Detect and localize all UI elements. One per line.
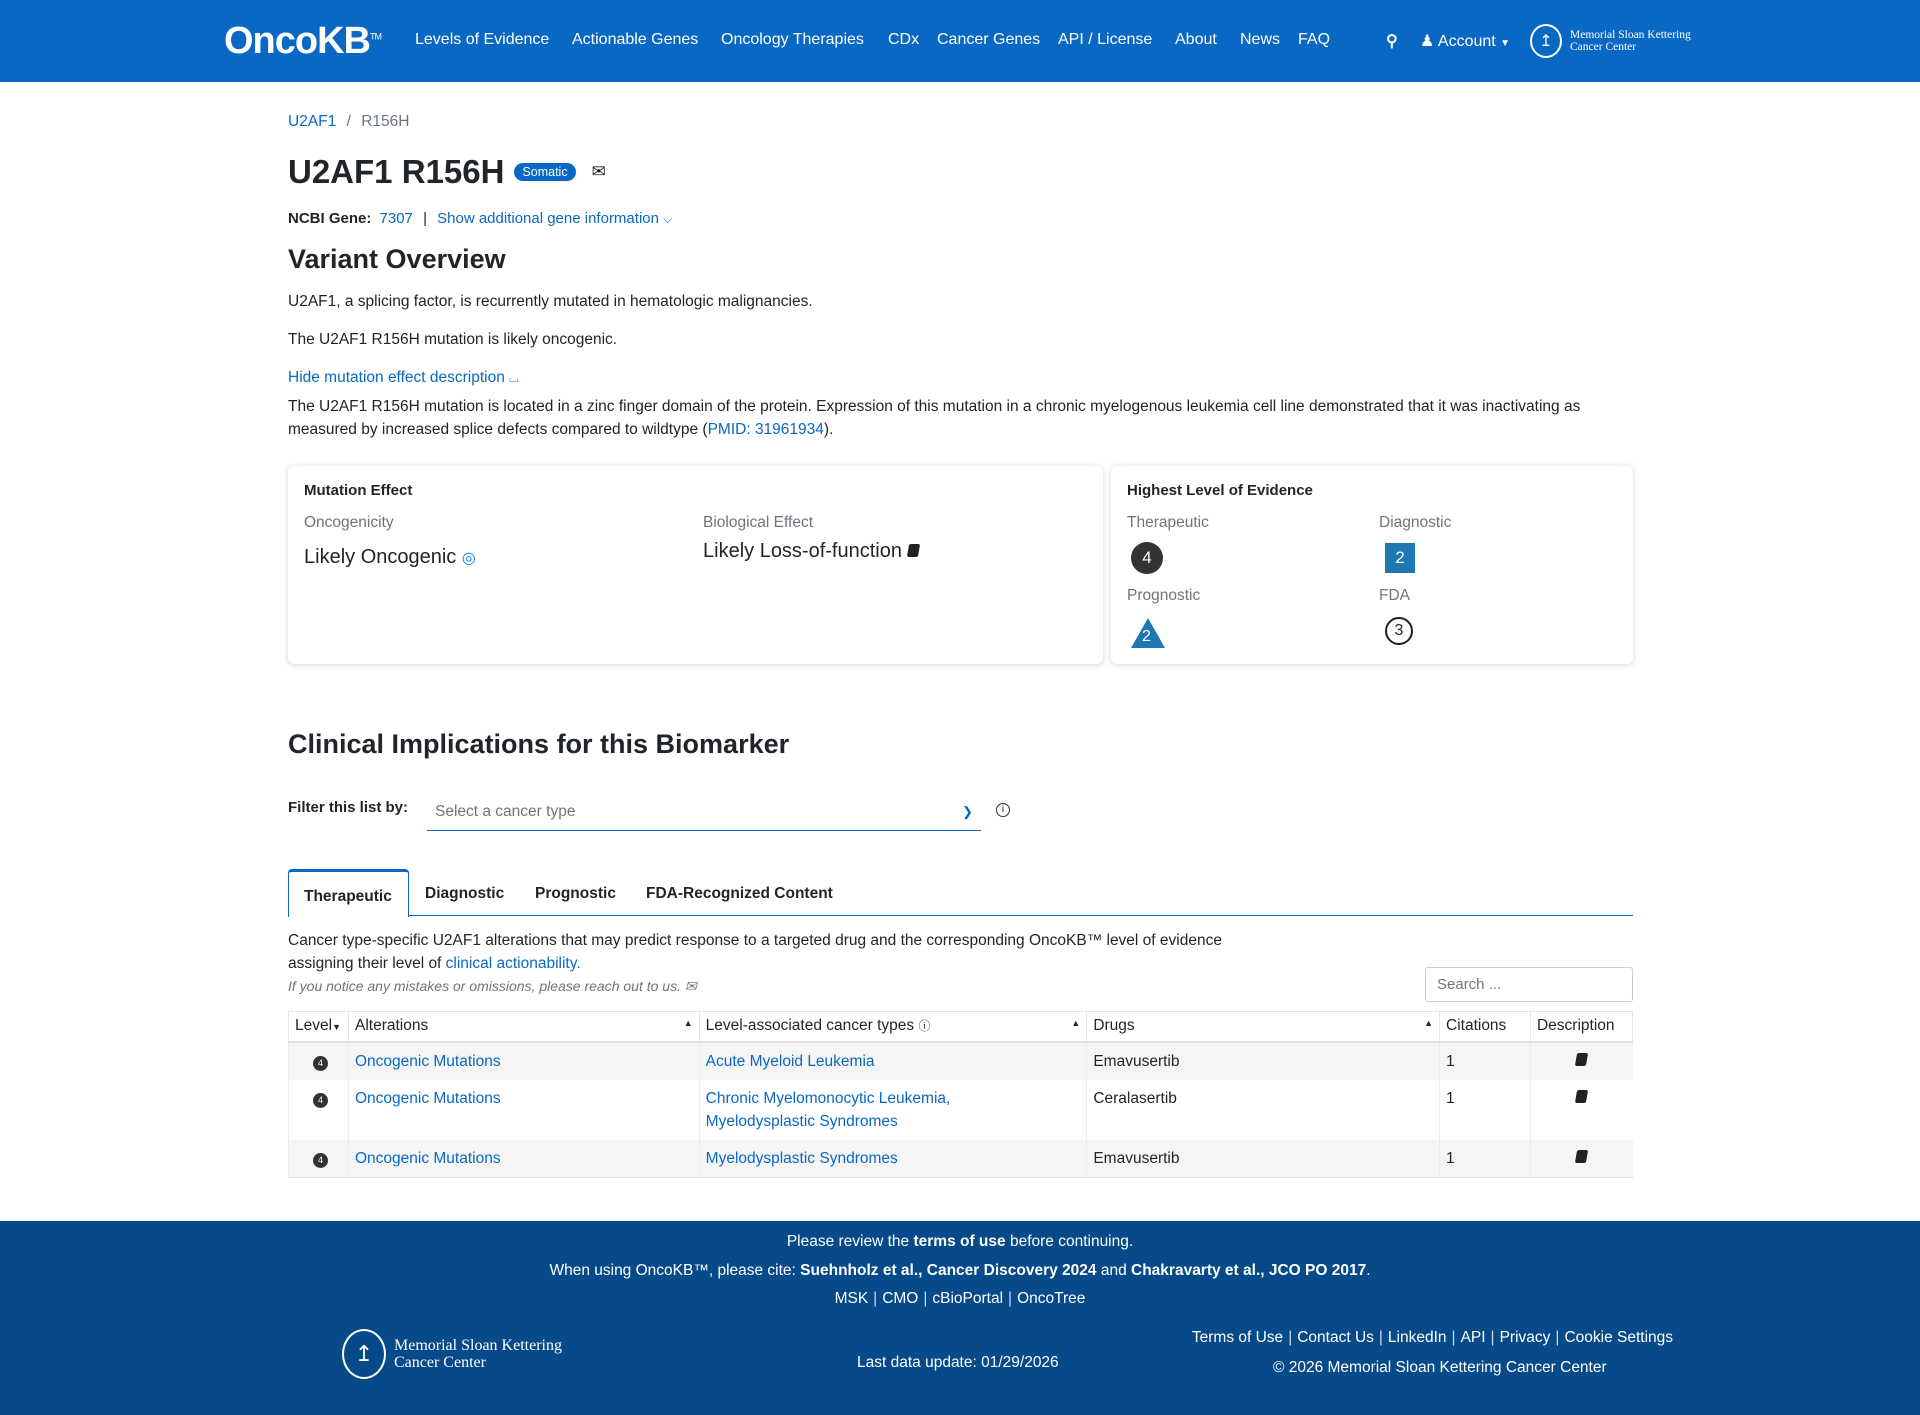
- col-level-label: Level: [295, 1017, 333, 1035]
- select-placeholder: Select a cancer type: [435, 803, 576, 820]
- footer-links-center: MSK | CMO | cBioPortal | OncoTree: [834, 1290, 1086, 1307]
- prognostic-level-icon[interactable]: [1131, 618, 1165, 648]
- cancer-type-link[interactable]: Myelodysplastic Syndromes: [705, 1112, 898, 1130]
- mail-icon[interactable]: ✉: [684, 978, 697, 994]
- sort-icon: ▲: [683, 1018, 693, 1028]
- level-4-icon: 4: [313, 1153, 328, 1168]
- alteration-link[interactable]: Oncogenic Mutations: [354, 1052, 501, 1070]
- tab-description-line2: assigning their level of: [288, 955, 446, 972]
- col-cancer-types-label: Level-associated cancer types: [705, 1017, 915, 1035]
- notice-text: If you notice any mistakes or omissions, please reach out to us.: [288, 978, 681, 994]
- somatic-badge: Somatic: [514, 163, 575, 181]
- sort-icon: ▲: [1424, 1018, 1433, 1028]
- footer-link-msk[interactable]: MSK: [834, 1290, 869, 1307]
- footer-link-api[interactable]: API: [1460, 1329, 1486, 1346]
- oncogenicity-label: Oncogenicity: [304, 514, 394, 531]
- biological-effect-value: Likely Loss-of-function: [703, 540, 902, 562]
- chevron-down-circle-icon: ⌵: [663, 212, 673, 226]
- ncbi-gene-link[interactable]: 7307: [379, 210, 413, 227]
- therapeutic-table: [288, 1011, 1633, 1178]
- footer-link-oncotree[interactable]: OncoTree: [1017, 1290, 1086, 1307]
- tab-fda-recognized-content[interactable]: FDA-Recognized Content: [646, 885, 833, 902]
- prognostic-label: Prognostic: [1127, 587, 1201, 604]
- book-icon[interactable]: [1575, 1090, 1588, 1103]
- show-gene-info-toggle[interactable]: [437, 210, 672, 227]
- breadcrumb: U2AF1 / R156H: [288, 113, 410, 130]
- drugs-cell: Ceralasertib: [1087, 1080, 1440, 1140]
- msk-logo[interactable]: [1530, 24, 1691, 58]
- oncogenicity-value: Likely Oncogenic: [304, 546, 457, 568]
- footer-link-cmo[interactable]: CMO: [882, 1290, 919, 1307]
- sort-desc-icon: ▼: [332, 1022, 341, 1033]
- tab-diagnostic[interactable]: Diagnostic: [425, 885, 505, 902]
- nav-api-license[interactable]: API / License: [1058, 31, 1153, 48]
- col-drugs[interactable]: [1087, 1012, 1440, 1042]
- review-pre: Please review the: [786, 1233, 914, 1250]
- col-level[interactable]: [289, 1012, 349, 1042]
- tab-therapeutic[interactable]: Therapeutic: [288, 869, 409, 917]
- cancer-type-link[interactable]: Chronic Myelomonocytic Leukemia,: [705, 1089, 951, 1107]
- table-search-input[interactable]: [1425, 967, 1633, 1002]
- book-icon[interactable]: [906, 544, 919, 557]
- filter-label: Filter this list by:: [288, 799, 409, 816]
- col-citations[interactable]: [1440, 1012, 1531, 1042]
- mutation-effect-card: [288, 466, 1103, 664]
- info-icon[interactable]: ⓘ: [918, 1019, 931, 1034]
- msk-line2: Cancer Center: [394, 1354, 486, 1371]
- caret-down-icon: ▼: [1500, 38, 1511, 49]
- nav-faq[interactable]: FAQ: [1298, 31, 1331, 48]
- cancer-type-select[interactable]: [427, 794, 981, 831]
- level-4-icon: 4: [313, 1093, 328, 1108]
- description-text: The U2AF1 R156H mutation is located in a zinc finger domain of the protein. Expression of this mutation in a chronic myelogenous leukemia cell line demonstrated that it was inactivating as measured by increased splice defects compared to wildtype (: [288, 398, 1581, 438]
- account-label: Account: [1437, 33, 1496, 50]
- cancer-type-link[interactable]: Acute Myeloid Leukemia: [705, 1052, 875, 1070]
- terms-notice: [0, 1233, 1920, 1251]
- msk-line2: Cancer Center: [1570, 41, 1637, 53]
- diagnostic-label: Diagnostic: [1379, 514, 1452, 531]
- footer-link-terms[interactable]: Terms of Use: [1191, 1329, 1284, 1346]
- col-drugs-label: Drugs: [1093, 1017, 1135, 1035]
- drugs-cell: Emavusertib: [1087, 1140, 1440, 1178]
- last-data-update: Last data update: 01/29/2026: [857, 1354, 1059, 1371]
- table-row: [289, 1140, 1633, 1178]
- ncbi-label: NCBI Gene:: [288, 210, 372, 227]
- variant-summary: The U2AF1 R156H mutation is likely oncogenic.: [288, 331, 618, 348]
- logo-text: OncoKB: [224, 20, 370, 62]
- msk-line1: Memorial Sloan Kettering: [394, 1337, 562, 1354]
- mail-icon[interactable]: ✉: [591, 162, 606, 181]
- col-alterations-label: Alterations: [354, 1017, 429, 1035]
- col-citations-label: Citations: [1446, 1017, 1507, 1035]
- search-icon[interactable]: ⚲: [1386, 33, 1398, 50]
- clinical-implications-heading: Clinical Implications for this Biomarker: [288, 729, 790, 759]
- nav-cancer-genes[interactable]: Cancer Genes: [937, 31, 1041, 48]
- cite-end: .: [1366, 1262, 1371, 1279]
- nav-cdx[interactable]: CDx: [888, 31, 920, 48]
- footer: [0, 1221, 1920, 1415]
- page-title: U2AF1 R156H: [288, 153, 505, 190]
- copyright: © 2026 Memorial Sloan Kettering Cancer Center: [1273, 1359, 1607, 1376]
- citation-link-1[interactable]: Suehnholz et al., Cancer Discovery 2024: [800, 1262, 1097, 1279]
- cite-pre: When using OncoKB™, please cite:: [549, 1262, 801, 1279]
- col-alterations[interactable]: [348, 1012, 699, 1042]
- evidence-title: Highest Level of Evidence: [1127, 482, 1313, 499]
- hide-description-label: Hide mutation effect description: [288, 369, 505, 386]
- level-4-icon: 4: [313, 1056, 328, 1071]
- nav-actionable-genes[interactable]: Actionable Genes: [572, 31, 699, 48]
- citations-cell[interactable]: 1: [1440, 1042, 1531, 1080]
- variant-overview-heading: Variant Overview: [288, 244, 506, 274]
- nav-oncology-therapies[interactable]: Oncology Therapies: [721, 31, 864, 48]
- gene-summary: U2AF1, a splicing factor, is recurrently mutated in hematologic malignancies.: [288, 293, 813, 310]
- footer-link-cookie-settings[interactable]: Cookie Settings: [1564, 1329, 1673, 1346]
- fda-level-icon[interactable]: 3: [1385, 617, 1413, 645]
- citations-cell[interactable]: 1: [1440, 1140, 1531, 1178]
- msk-emblem-icon: ↥: [342, 1329, 386, 1379]
- tab-description-line1: Cancer type-specific U2AF1 alterations that may predict response to a targeted drug and the corresponding OncoKB™ level of evidence: [288, 932, 1222, 949]
- user-icon: ♟: [1420, 33, 1435, 50]
- nav-levels-of-evidence[interactable]: Levels of Evidence: [415, 31, 550, 48]
- footer-links-right: Terms of Use | Contact Us | LinkedIn | API | Privacy | Cookie Settings: [1191, 1329, 1673, 1346]
- footer-link-cbioportal[interactable]: cBioPortal: [932, 1290, 1004, 1307]
- clinical-actionability-link[interactable]: clinical actionability.: [445, 955, 581, 972]
- review-post: before continuing.: [1005, 1233, 1134, 1250]
- tab-prognostic[interactable]: Prognostic: [535, 885, 616, 902]
- breadcrumb-gene-link[interactable]: U2AF1: [288, 113, 337, 130]
- hide-description-toggle[interactable]: [288, 366, 519, 390]
- mutation-effect-title: Mutation Effect: [304, 482, 413, 499]
- drugs-cell: Emavusertib: [1087, 1042, 1440, 1080]
- mutation-effect-description: [288, 395, 1633, 441]
- nav-news[interactable]: News: [1240, 31, 1281, 48]
- col-cancer-types[interactable]: [699, 1012, 1087, 1042]
- sort-icon: ▲: [1071, 1018, 1081, 1028]
- highest-level-evidence-card: [1111, 466, 1633, 664]
- page-title-row: [288, 153, 606, 191]
- footer-link-privacy[interactable]: Privacy: [1499, 1329, 1551, 1346]
- description-end: ).: [823, 421, 834, 438]
- nav-about[interactable]: About: [1175, 31, 1217, 48]
- info-icon[interactable]: i: [996, 803, 1010, 817]
- account-menu[interactable]: [1420, 31, 1510, 51]
- logo-tm: TM: [370, 31, 381, 42]
- terms-of-use-link[interactable]: terms of use: [913, 1233, 1006, 1250]
- book-icon[interactable]: [1575, 1150, 1588, 1163]
- diagnostic-level-icon[interactable]: 2: [1385, 543, 1415, 573]
- top-navbar: [0, 0, 1920, 82]
- cite-and: and: [1096, 1262, 1132, 1279]
- oncogenic-target-icon: ◎: [461, 550, 476, 567]
- alteration-link[interactable]: Oncogenic Mutations: [354, 1089, 501, 1107]
- therapeutic-label: Therapeutic: [1127, 514, 1209, 531]
- show-gene-info-label: Show additional gene information: [437, 210, 659, 227]
- therapeutic-level-icon[interactable]: 4: [1131, 542, 1163, 574]
- citation-link-2[interactable]: Chakravarty et al., JCO PO 2017: [1131, 1262, 1367, 1279]
- footer-msk-logo[interactable]: [342, 1329, 562, 1379]
- chevron-up-circle-icon: ⌴: [509, 371, 519, 385]
- msk-line1: Memorial Sloan Kettering: [1570, 29, 1691, 41]
- citations-cell[interactable]: 1: [1440, 1080, 1531, 1140]
- book-icon[interactable]: [1575, 1053, 1588, 1066]
- fda-label: FDA: [1379, 587, 1410, 604]
- biological-effect-label: Biological Effect: [703, 514, 813, 531]
- msk-emblem-icon: ↥: [1530, 24, 1562, 58]
- citation-notice: [0, 1262, 1920, 1280]
- alteration-link[interactable]: Oncogenic Mutations: [354, 1149, 501, 1167]
- pmid-link[interactable]: PMID: 31961934: [707, 421, 824, 438]
- footer-link-contact[interactable]: Contact Us: [1297, 1329, 1374, 1346]
- col-description: [1530, 1012, 1632, 1042]
- breadcrumb-current: R156H: [361, 113, 410, 130]
- prognostic-level-value: 2: [1142, 628, 1151, 645]
- cancer-type-link[interactable]: Myelodysplastic Syndromes: [705, 1149, 898, 1167]
- ncbi-gene-row: NCBI Gene: 7307 | Show additional gene information ⌵: [288, 210, 673, 227]
- col-description-label: Description: [1536, 1017, 1615, 1035]
- footer-link-linkedin[interactable]: LinkedIn: [1387, 1329, 1447, 1346]
- chevron-down-icon: ❯: [962, 804, 973, 819]
- oncokb-logo[interactable]: [224, 20, 381, 63]
- table-row: [289, 1042, 1633, 1080]
- table-row: [289, 1080, 1633, 1140]
